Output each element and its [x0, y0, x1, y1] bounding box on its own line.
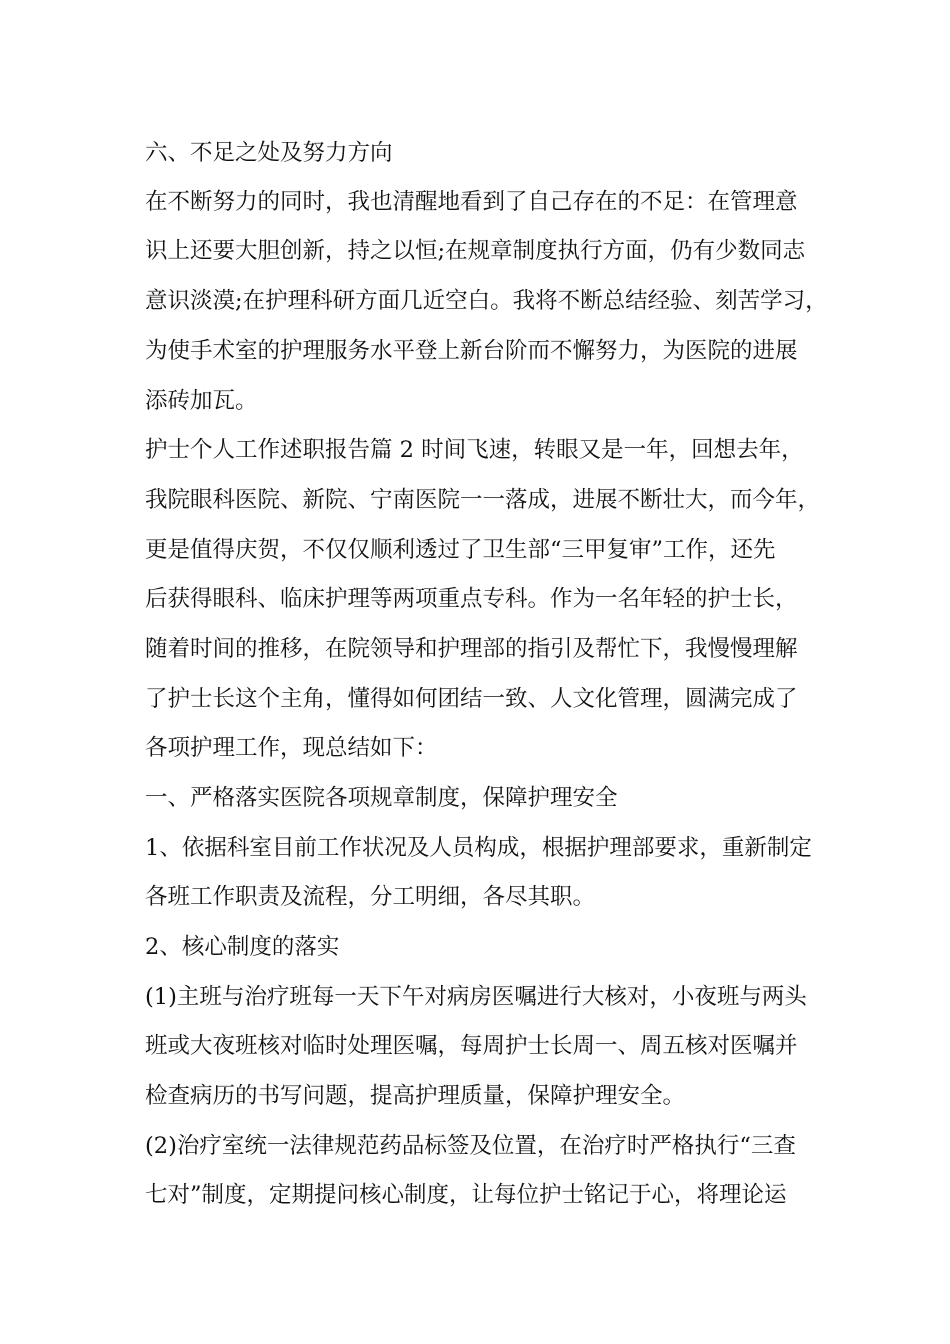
paragraph-line: 各班工作职责及流程，分工明细，各尽其职。	[145, 884, 596, 910]
subheading-core-system: 2、核心制度的落实	[145, 934, 340, 960]
paragraph-line: 为使手术室的护理服务水平登上新台阶而不懈努力，为医院的进展	[145, 338, 798, 364]
paragraph-line: 护士个人工作述职报告篇 2 时间飞速，转眼又是一年，回想去年，	[145, 437, 804, 463]
paragraph-line: 识上还要大胆创新，持之以恒;在规章制度执行方面，仍有少数同志	[145, 238, 806, 264]
section-heading-regulations: 一、严格落实医院各项规章制度，保障护理安全	[145, 785, 618, 811]
paragraph-line: 各项护理工作，现总结如下：	[145, 735, 438, 761]
paragraph-line: 更是值得庆贺，不仅仅顺利透过了卫生部“三甲复审”工作，还先	[145, 537, 776, 563]
paragraph-line: 意识淡漠;在护理科研方面几近空白。我将不断总结经验、刻苦学习，	[145, 288, 828, 314]
paragraph-line: 我院眼科医院、新院、宁南医院一一落成，进展不断壮大，而今年，	[145, 487, 821, 513]
paragraph-line: 1、依据科室目前工作状况及人员构成，根据护理部要求，重新制定	[145, 835, 812, 861]
paragraph-line: 后获得眼科、临床护理等两项重点专科。作为一名年轻的护士长，	[145, 586, 798, 612]
paragraph-line: (1)主班与治疗班每一天下午对病房医嘱进行大核对，小夜班与两头	[145, 984, 807, 1010]
section-heading-shortcomings: 六、不足之处及努力方向	[145, 140, 393, 166]
paragraph-line: 检查病历的书写问题，提高护理质量，保障护理安全。	[145, 1083, 686, 1109]
paragraph-line: 添砖加瓦。	[145, 388, 258, 414]
paragraph-line: 在不断努力的同时，我也清醒地看到了自己存在的不足：在管理意	[145, 189, 798, 215]
paragraph-line: 随着时间的推移，在院领导和护理部的指引及帮忙下，我慢慢理解	[145, 636, 798, 662]
paragraph-line: 了护士长这个主角，懂得如何团结一致、人文化管理，圆满完成了	[145, 686, 798, 712]
paragraph-line: 七对”制度，定期提问核心制度，让每位护士铭记于心，将理论运	[145, 1182, 787, 1208]
paragraph-line: 班或大夜班核对临时处理医嘱，每周护士长周一、周五核对医嘱并	[145, 1033, 798, 1059]
paragraph-line: (2)治疗室统一法律规范药品标签及位置，在治疗时严格执行“三查	[145, 1133, 796, 1159]
